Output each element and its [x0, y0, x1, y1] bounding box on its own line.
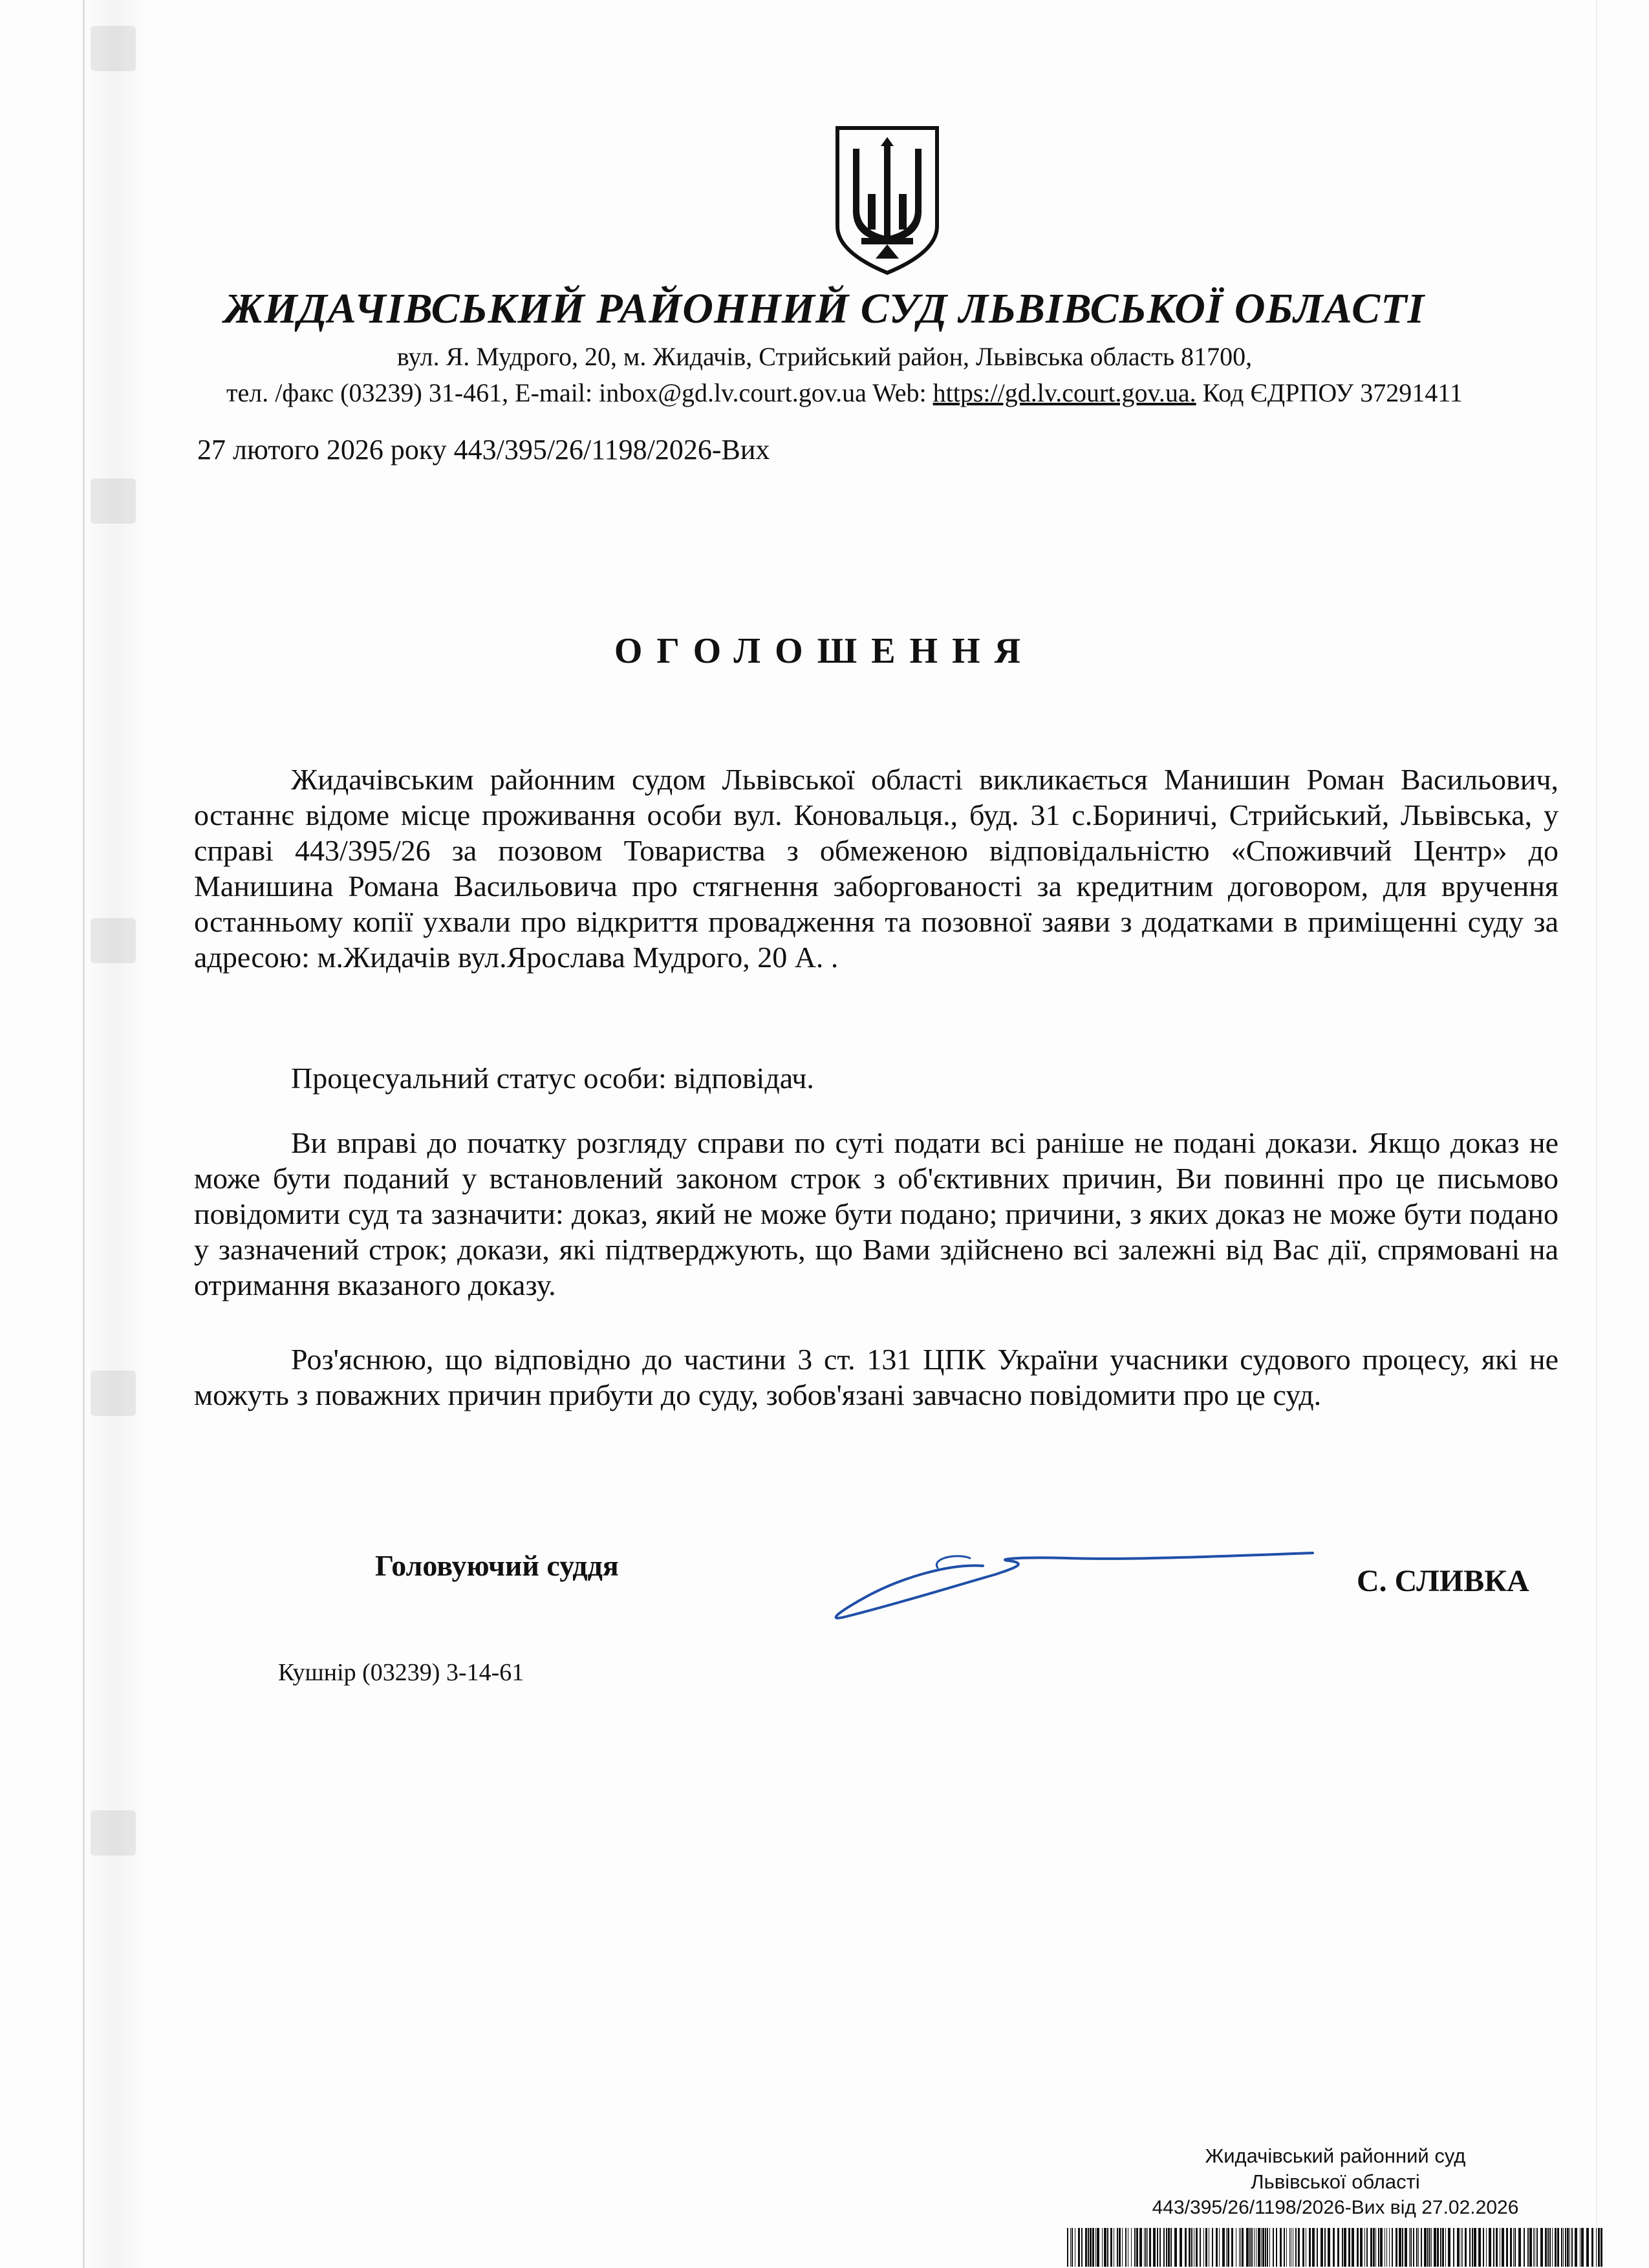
scan-edge-line [83, 0, 85, 2268]
barcode-bar [1465, 2228, 1467, 2267]
scan-artifact [91, 918, 136, 963]
barcode-bar [1102, 2228, 1103, 2267]
barcode-bar [1469, 2228, 1471, 2267]
barcode-bar [1196, 2228, 1198, 2267]
barcode-bar [1200, 2228, 1201, 2267]
court-address: вул. Я. Мудрого, 20, м. Жидачів, Стрийський район, Львівська область 81700, [396, 342, 1253, 371]
contacts-prefix: тел. /факс (03239) 31-461, E-mail: inbox@gd.lv.court.gov.ua Web: [226, 378, 933, 407]
barcode-bar [1598, 2228, 1600, 2267]
barcode-bar [1344, 2228, 1346, 2267]
barcode-bar [1145, 2228, 1147, 2267]
barcode-bar [1070, 2228, 1071, 2267]
barcode-bar [1486, 2228, 1487, 2267]
barcode-bar [1088, 2228, 1089, 2267]
barcode-bar [1095, 2228, 1096, 2267]
barcode-bar [1431, 2228, 1432, 2267]
barcode-bar [1320, 2228, 1323, 2267]
barcode-bar [1366, 2228, 1368, 2267]
barcode-bar [1219, 2228, 1220, 2267]
paragraph-summons: Жидачівським районним судом Львівської області викликається Манишин Роман Васильович, останнє відоме місце проживання особи вул. Коновальця., буд. 31 с.Бориничі, Стрийський, Львівська, у справі 443/395/26 за позовом Товариства з обмеженою відповідальністю «Споживчий Центр» до Манишина Романа Васильовича про стягнення заборгованості за кредитним договором, для вручення останньому копії ухвали про відкриття провадження та позовної заяви з додатками в приміщенні суду за адресою: м.Жидачів вул.Ярослава Мудрого, 20 А. . [194, 763, 1558, 974]
barcode-bar [1514, 2228, 1516, 2267]
barcode-bar [1581, 2228, 1584, 2267]
barcode-bar [1399, 2228, 1401, 2267]
barcode-bar [1496, 2228, 1498, 2267]
barcode-bar [1125, 2228, 1126, 2267]
barcode-bar [1418, 2228, 1419, 2267]
barcode-bar [1092, 2228, 1094, 2267]
barcode-bar [1174, 2228, 1177, 2267]
barcode-bar [1240, 2228, 1241, 2267]
barcode-bar [1552, 2228, 1553, 2267]
barcode-bar [1392, 2228, 1393, 2267]
scan-artifact [91, 1810, 136, 1856]
barcode-bar [1493, 2228, 1494, 2267]
barcode-bar [1540, 2228, 1543, 2267]
paragraph-status: Процесуальний статус особи: відповідач. [291, 1062, 814, 1095]
barcode-bar [1527, 2228, 1529, 2267]
barcode-bar [1474, 2228, 1476, 2267]
barcode-bar [1437, 2228, 1439, 2267]
barcode-bar [1302, 2228, 1304, 2267]
stamp-court-name: Жидачівський районний суд [1205, 2145, 1466, 2167]
barcode-bar [1191, 2228, 1192, 2267]
barcode-bar [1565, 2228, 1566, 2267]
barcode-bar [1251, 2228, 1253, 2267]
court-name: ЖИДАЧІВСЬКИЙ РАЙОННИЙ СУД ЛЬВІВСЬКОЇ ОБЛАСТІ [224, 285, 1425, 332]
barcode-bar [1097, 2228, 1099, 2267]
scan-artifact [91, 1371, 136, 1416]
barcode-bar [1586, 2228, 1589, 2267]
barcode-bar [1386, 2228, 1387, 2267]
barcode-bar [1409, 2228, 1410, 2267]
paragraph-explanation: Роз'яснюю, що відповідно до частини 3 ст. 131 ЦПК України учасники судового процесу, які не можуть з поважних причин прибути до суду, зобов'язані завчасно повідомити про це суд. [194, 1343, 1558, 1411]
barcode-bar [1429, 2228, 1430, 2267]
barcode-bar [1104, 2228, 1106, 2267]
barcode-bar [1261, 2228, 1262, 2267]
barcode-bar [1328, 2228, 1330, 2267]
barcode-bar [1557, 2228, 1559, 2267]
barcode-bar [1170, 2228, 1172, 2267]
barcode-bar [1119, 2228, 1121, 2267]
scan-edge-shadow [83, 0, 147, 2268]
barcode-bar [1309, 2228, 1311, 2267]
barcode-bar [1242, 2228, 1244, 2267]
contacts-suffix: Код ЄДРПОУ 37291411 [1196, 378, 1463, 407]
barcode-bar [1166, 2228, 1167, 2267]
barcode-bar [1434, 2228, 1436, 2267]
barcode-bar [1284, 2228, 1285, 2267]
barcode-bar [1563, 2228, 1564, 2267]
barcode-bar [1453, 2228, 1454, 2267]
handwritten-signature [821, 1539, 1339, 1623]
barcode-bar [1212, 2228, 1213, 2267]
barcode-bar [1445, 2228, 1446, 2267]
paragraph-evidence: Ви вправі до початку розгляду справи по суті подати всі раніше не подані докази. Якщо доказ не може бути поданий у встановлений законом строк з об'єктивних причин, Ви повинні про це письмово повідомити суд та зазначити: доказ, який не може бути подано; причини, з яких доказ не може бути подано у зазначений строк; докази, які підтверджують, що Вами здійснено всі залежні від Вас дії, спрямовані на отримання вказаного доказу. [194, 1126, 1558, 1301]
barcode-bar [1295, 2228, 1297, 2267]
barcode-bar [1575, 2228, 1577, 2267]
barcode-bar [1373, 2228, 1375, 2267]
barcode-bar [1153, 2228, 1156, 2267]
barcode-bar [1276, 2228, 1277, 2267]
barcode-bar [1117, 2228, 1118, 2267]
judge-title: Головуючий суддя [375, 1549, 619, 1582]
barcode-bar [1139, 2228, 1142, 2267]
barcode-bar [1529, 2228, 1532, 2267]
barcode-bar [1427, 2228, 1428, 2267]
barcode-bar [1090, 2228, 1092, 2267]
barcode-bar [1085, 2228, 1087, 2267]
barcode-bar [1144, 2228, 1145, 2267]
barcode-bar [1269, 2228, 1270, 2267]
barcode-bar [1424, 2228, 1427, 2267]
barcode-bar [1337, 2228, 1339, 2267]
barcode-bar [1226, 2228, 1227, 2267]
barcode-bar [1370, 2228, 1372, 2267]
barcode-bar [1333, 2228, 1335, 2267]
barcode-bar [1405, 2228, 1407, 2267]
barcode-bar [1364, 2228, 1365, 2267]
barcode-bar [1348, 2228, 1350, 2267]
barcode-bar [1286, 2228, 1287, 2267]
barcode-bar [1448, 2228, 1450, 2267]
barcode-bar [1258, 2228, 1260, 2267]
barcode-bar [1081, 2228, 1083, 2267]
barcode-bar [1555, 2228, 1557, 2267]
barcode-bar [1545, 2228, 1547, 2267]
barcode-bar [1483, 2228, 1484, 2267]
barcode-bar [1067, 2228, 1068, 2267]
barcode-bar [1440, 2228, 1441, 2267]
barcode-bar [1267, 2228, 1268, 2267]
scan-artifact [91, 26, 136, 71]
stamp-registration-number: 443/395/26/1198/2026-Вих від 27.02.2026 [1152, 2197, 1519, 2218]
barcode-bar [1262, 2228, 1264, 2267]
barcode-bar [1567, 2228, 1569, 2267]
barcode-bar [1360, 2228, 1363, 2267]
barcode-bar [1506, 2228, 1508, 2267]
barcode-bar [1502, 2228, 1504, 2267]
barcode-bar [1107, 2228, 1108, 2267]
registration-stamp [1061, 2143, 1610, 2221]
barcode-bar [1227, 2228, 1229, 2267]
barcode-bar [1413, 2228, 1414, 2267]
barcode-bar [1265, 2228, 1266, 2267]
barcode-bar [1246, 2228, 1249, 2267]
stamp-region: Львівської області [1251, 2170, 1420, 2193]
barcode-bar [1157, 2228, 1158, 2267]
barcode-bar [1536, 2228, 1538, 2267]
barcode-bar [1462, 2228, 1463, 2267]
barcode-bar [1375, 2228, 1376, 2267]
scan-edge-line-right [1596, 0, 1597, 2268]
barcode-bar [1596, 2228, 1597, 2267]
barcode-bar [1489, 2228, 1491, 2267]
barcode-bar [1110, 2228, 1112, 2267]
barcode-bar [1524, 2228, 1525, 2267]
barcode-bar [1136, 2228, 1138, 2267]
barcode-bar [1591, 2228, 1593, 2267]
barcode-bar [1289, 2228, 1290, 2267]
website-link[interactable]: https://gd.lv.court.gov.ua. [932, 378, 1196, 407]
barcode-bar [1324, 2228, 1326, 2267]
barcode-bar [1380, 2228, 1383, 2267]
barcode-bar [1478, 2228, 1481, 2267]
barcode-bar [1231, 2228, 1233, 2267]
barcode-bar [1472, 2228, 1473, 2267]
barcode-bar [1185, 2228, 1187, 2267]
barcode-bar [1533, 2228, 1534, 2267]
barcode-bar [1442, 2228, 1444, 2267]
barcode-bar [1378, 2228, 1379, 2267]
barcode-bar [1561, 2228, 1562, 2267]
barcode-bar [1312, 2228, 1315, 2267]
contact-person: Кушнір (03239) 3-14-61 [278, 1659, 524, 1686]
judge-name: С. СЛИВКА [1357, 1564, 1529, 1598]
barcode-bar [1147, 2228, 1148, 2267]
barcode-bar [1203, 2228, 1204, 2267]
barcode-bar [1180, 2228, 1182, 2267]
barcode-bar [1222, 2228, 1225, 2267]
barcode-bar [1357, 2228, 1359, 2267]
barcode-bar [1239, 2228, 1240, 2267]
barcode-bar [1513, 2228, 1514, 2267]
barcode-bar [1149, 2228, 1151, 2267]
barcode-bar [1273, 2228, 1274, 2267]
barcode-bar [1254, 2228, 1255, 2267]
barcode-bar [1571, 2228, 1573, 2267]
barcode-bar [1078, 2228, 1080, 2267]
barcode-bar [1457, 2228, 1460, 2267]
barcode-bar [1569, 2228, 1570, 2267]
barcode-bar [1317, 2228, 1318, 2267]
barcode-bar [1122, 2228, 1123, 2267]
barcode [1067, 2228, 1604, 2267]
barcode-bar [1159, 2228, 1161, 2267]
barcode-bar [1168, 2228, 1170, 2267]
barcode-bar [1402, 2228, 1403, 2267]
document-heading: ОГОЛОШЕННЯ [614, 631, 1035, 671]
barcode-bar [1342, 2228, 1343, 2267]
barcode-bar [1216, 2228, 1218, 2267]
barcode-bar [1416, 2228, 1417, 2267]
barcode-bar [1072, 2228, 1073, 2267]
barcode-bar [1352, 2228, 1354, 2267]
barcode-bar [1410, 2228, 1412, 2267]
barcode-bar [1205, 2228, 1207, 2267]
barcode-bar [1131, 2228, 1132, 2267]
barcode-bar [1189, 2228, 1191, 2267]
barcode-bar [1249, 2228, 1251, 2267]
coat-of-arms-trident-icon [832, 123, 942, 278]
scan-artifact [91, 478, 136, 524]
outgoing-number: 27 лютого 2026 року 443/395/26/1198/2026-Вих [197, 434, 770, 465]
barcode-bar [1298, 2228, 1300, 2267]
barcode-bar [1280, 2228, 1282, 2267]
barcode-bar [1549, 2228, 1551, 2267]
barcode-bar [1518, 2228, 1521, 2267]
court-contacts [226, 378, 1463, 408]
barcode-bar [1600, 2228, 1602, 2267]
barcode-bar [1134, 2228, 1136, 2267]
barcode-bar [1547, 2228, 1549, 2267]
barcode-bar [1421, 2228, 1422, 2267]
barcode-bar [1389, 2228, 1390, 2267]
barcode-bar [1163, 2228, 1165, 2267]
barcode-bar [1396, 2228, 1397, 2267]
barcode-bar [1510, 2228, 1512, 2267]
